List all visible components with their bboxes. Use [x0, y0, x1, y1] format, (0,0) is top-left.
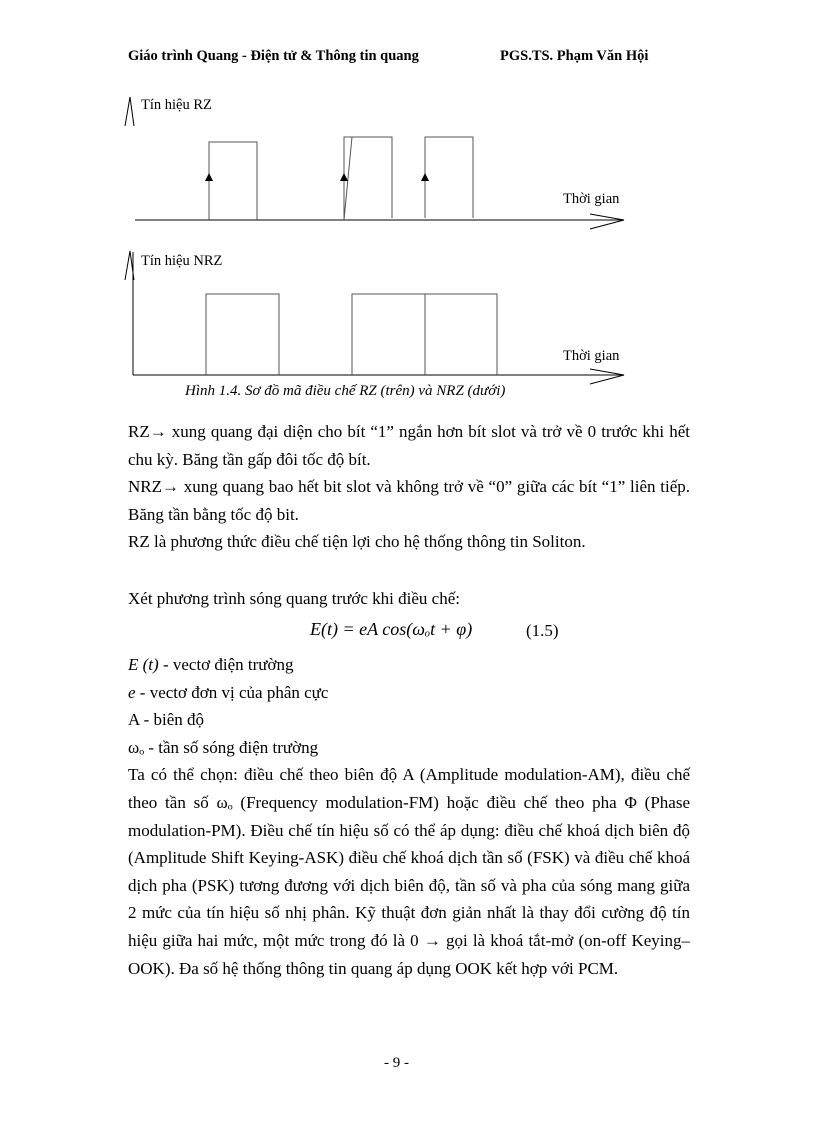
rz-label: Tín hiệu RZ	[141, 97, 212, 113]
time-label: Thời gian	[563, 348, 620, 364]
paragraph: NRZ→ xung quang bao hết bit slot và không trở về “0” giữa các bít “1” liên tiếp. Băng tần bằng tốc độ bit.	[128, 477, 690, 524]
rz-pulse	[425, 137, 473, 218]
definition-symbol: E (t)	[128, 655, 159, 674]
paragraph: RZ là phương thức điều chế tiện lợi cho hệ thống thông tin Soliton.	[128, 532, 586, 552]
definition-symbol: A	[128, 710, 140, 730]
up-arrow-icon	[205, 173, 213, 181]
rz-time-arrowhead	[590, 214, 624, 229]
rz-pulse	[209, 142, 257, 220]
time-label: Thời gian	[563, 191, 620, 207]
definition-text: - biên độ	[139, 710, 205, 730]
body-text	[128, 418, 690, 613]
definition-item	[128, 679, 690, 707]
up-arrow-icon	[421, 173, 429, 181]
equation: E(t) = eA cos(ωₒt + φ)	[310, 619, 473, 639]
rz-nrz-diagram	[0, 0, 816, 400]
nrz-label: Tín hiệu NRZ	[141, 253, 223, 269]
paragraph: Ta có thể chọn: điều chế theo biên độ A (Amplitude modulation-AM), điều chế theo tần số ωₒ (Frequency modulation-FM) hoặc điều chế theo pha Φ (Phase modulation-PM). Điều chế tín hiệu số có thể áp dụng: điều chế khoá dịch biên độ (Amplitude Shift Keying-ASK) điều chế khoá dịch tần số (FSK) và điều chế khoá dịch pha (PSK) tương đương với dịch biên độ, tần số và pha của sóng mang giữa 2 mức của tín hiệu số nhị phân. Kỹ thuật đơn giản nhất là thay đổi cường độ tín hiệu giữa hai mức, một mức trong đó là 0 → gọi là khoá tắt-mở (on-off Keying–OOK). Đa số hệ thống thông tin quang áp dụng OOK kết hợp với PCM.	[128, 765, 690, 978]
definition-symbol: e	[128, 682, 136, 702]
figure-caption: Hình 1.4. Sơ đồ mã điều chế RZ (trên) và NRZ (dưới)	[185, 383, 506, 399]
up-arrow-icon	[340, 173, 348, 181]
definitions	[128, 651, 690, 982]
definition-item	[128, 651, 690, 679]
definition-symbol: ωₒ	[128, 737, 145, 757]
paragraph: Xét phương trình sóng quang trước khi điều chế:	[128, 588, 460, 608]
header-title: Giáo trình Quang - Điện tử & Thông tin quang	[128, 48, 419, 64]
definition-text: - tần số sóng điện trường	[144, 737, 319, 757]
definition-text: - vectơ điện trường	[158, 655, 294, 674]
definition-text: - vectơ đơn vị của phân cực	[135, 682, 329, 702]
page-number: - 9 -	[384, 1055, 409, 1071]
definition-item	[128, 734, 690, 762]
paragraph: RZ→ xung quang đại diện cho bít “1” ngắn hơn bít slot và trở về 0 trước khi hết chu kỳ. Băng tần gấp đôi tốc độ bít.	[128, 422, 690, 469]
definition-item	[128, 706, 690, 734]
nrz-time-arrowhead	[590, 369, 624, 384]
rz-axis-arrow	[125, 97, 134, 126]
header-author: PGS.TS. Phạm Văn Hội	[500, 48, 649, 64]
nrz-pulse	[206, 294, 279, 375]
equation-number: (1.5)	[526, 621, 559, 640]
